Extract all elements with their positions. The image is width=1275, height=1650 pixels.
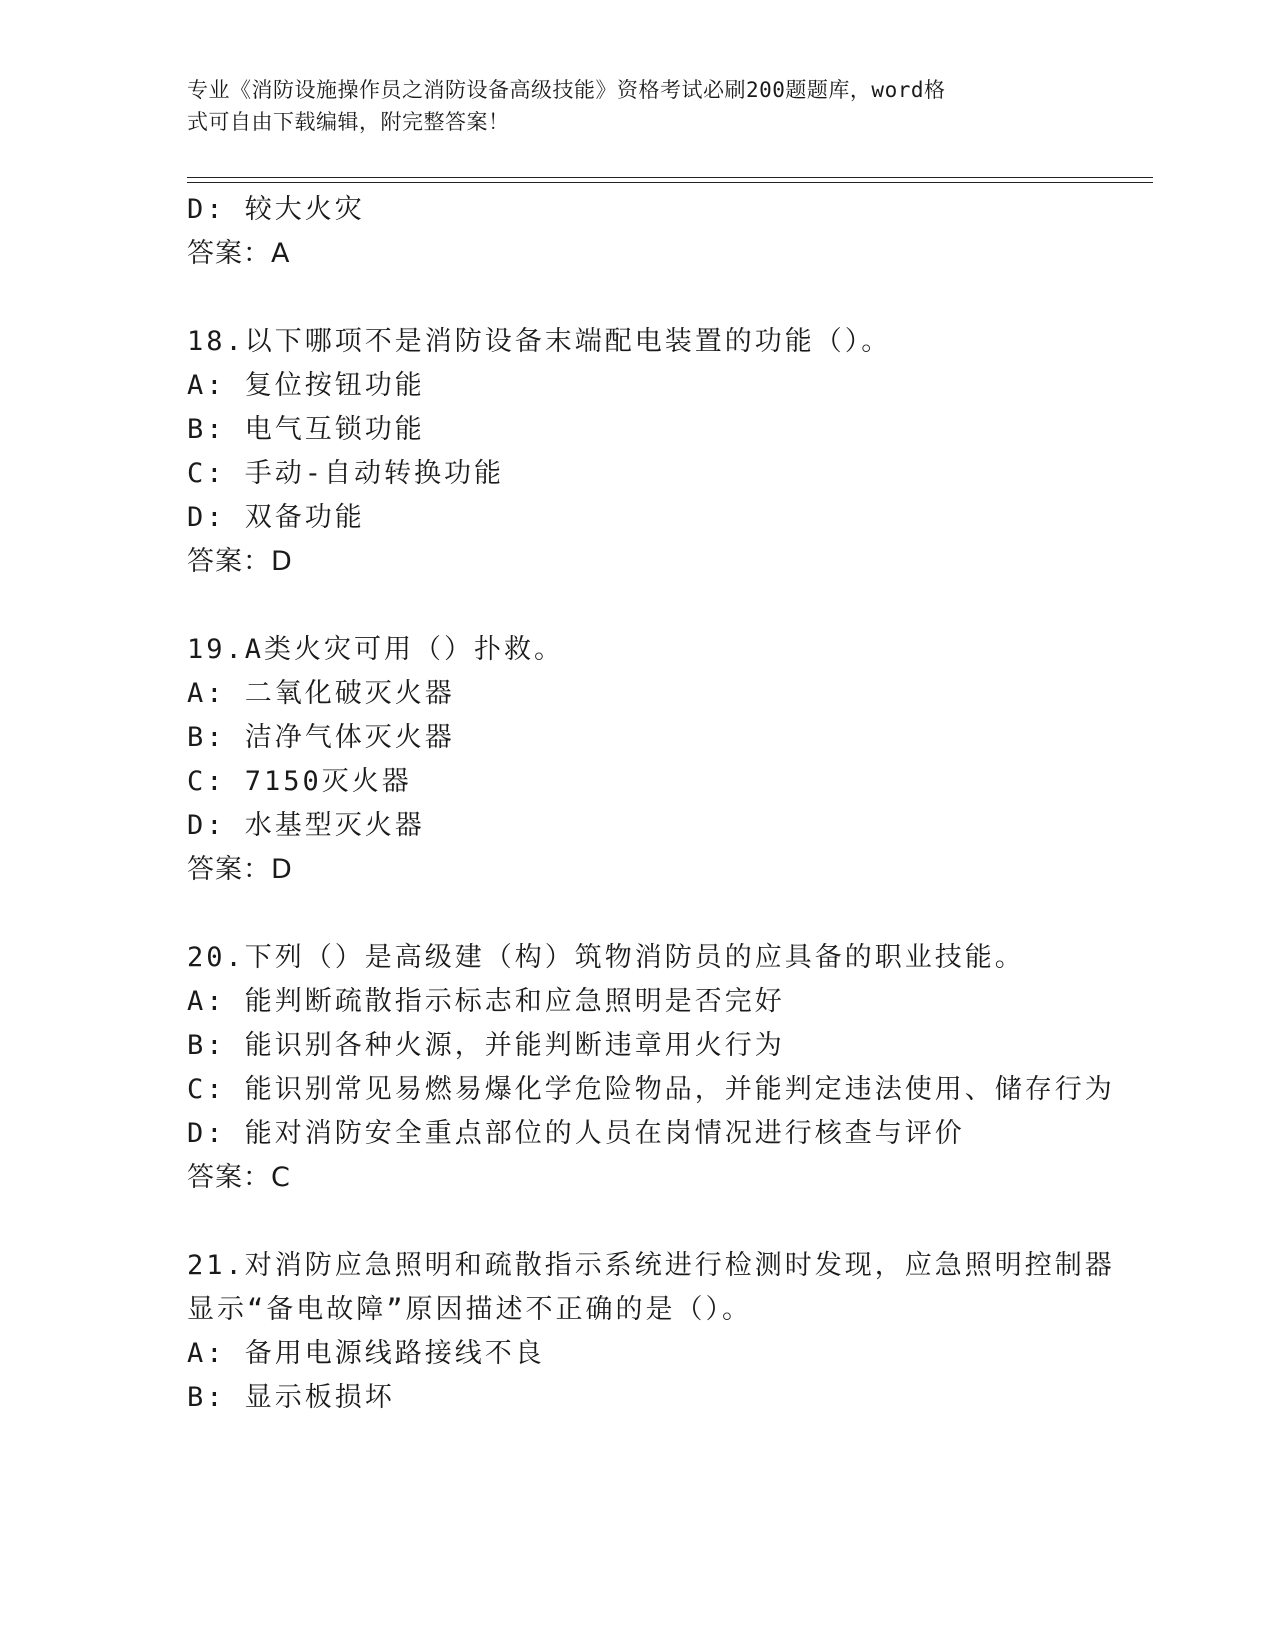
header-divider-bottom [187, 182, 1153, 183]
header-line-1: 专业《消防设施操作员之消防设备高级技能》资格考试必刷200题题库，word格 [187, 78, 946, 102]
question-19-option-d: D: 水基型灭火器 [187, 810, 425, 841]
question-20-option-c: C: 能识别常见易燃易爆化学危险物品，并能判定违法使用、储存行为 [187, 1074, 1115, 1105]
header-divider-top [187, 177, 1153, 178]
document-header [187, 74, 1067, 138]
question-20-option-a: A: 能判断疏散指示标志和应急照明是否完好 [187, 986, 785, 1017]
header-line-2: 式可自由下载编辑，附完整答案！ [187, 110, 510, 134]
question-19-option-c: C: 7150灭火器 [187, 766, 412, 797]
question-18-option-d: D: 双备功能 [187, 502, 365, 533]
question-18-answer: 答案：D [187, 546, 293, 577]
question-21-stem-line-1: 21.对消防应急照明和疏散指示系统进行检测时发现，应急照明控制器 [187, 1250, 1115, 1281]
question-19-answer: 答案：D [187, 854, 293, 885]
question-21-option-a: A: 备用电源线路接线不良 [187, 1338, 545, 1369]
question-19-stem: 19.A类火灾可用（）扑救。 [187, 634, 565, 665]
question-19-option-b: B: 洁净气体灭火器 [187, 722, 455, 753]
question-20-stem: 20.下列（）是高级建（构）筑物消防员的应具备的职业技能。 [187, 942, 1025, 973]
question-20-answer: 答案：C [187, 1162, 291, 1193]
question-20-option-d: D: 能对消防安全重点部位的人员在岗情况进行核查与评价 [187, 1118, 965, 1149]
question-18-stem: 18.以下哪项不是消防设备末端配电装置的功能（）。 [187, 326, 892, 357]
question-18-option-a: A: 复位按钮功能 [187, 370, 425, 401]
question-18-option-b: B: 电气互锁功能 [187, 414, 425, 445]
question-21-stem-line-2: 显示“备电故障”原因描述不正确的是（）。 [187, 1294, 753, 1325]
question-18-option-c: C: 手动-自动转换功能 [187, 458, 505, 489]
question-20-option-b: B: 能识别各种火源，并能判断违章用火行为 [187, 1030, 785, 1061]
prev-answer: 答案：A [187, 238, 291, 269]
question-19-option-a: A: 二氧化破灭火器 [187, 678, 455, 709]
prev-option-d: D: 较大火灾 [187, 194, 365, 225]
question-21-option-b: B: 显示板损坏 [187, 1382, 395, 1413]
